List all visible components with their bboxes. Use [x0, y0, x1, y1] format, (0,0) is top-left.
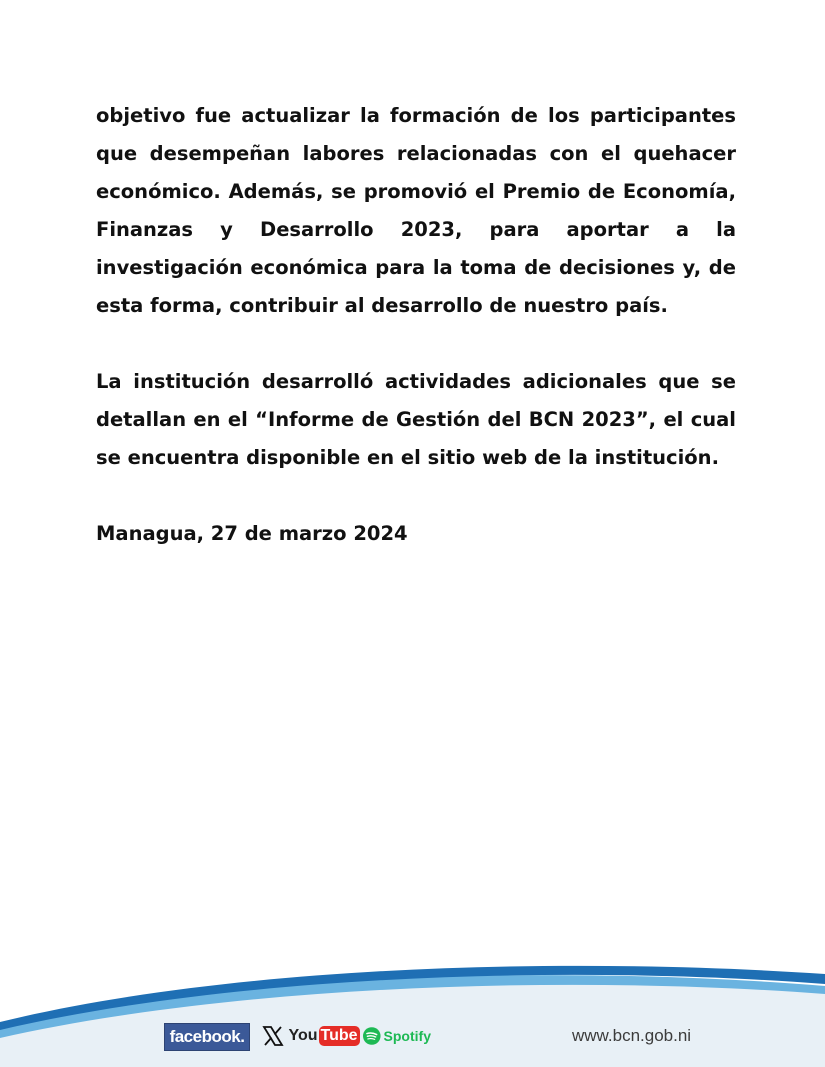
website-link[interactable]: www.bcn.gob.ni	[572, 1026, 692, 1045]
spotify-icon	[363, 1027, 381, 1045]
document-body	[96, 97, 736, 553]
spotify-label: Spotify	[383, 1028, 431, 1044]
page-footer	[0, 960, 825, 1067]
x-logo-icon[interactable]	[261, 1023, 285, 1049]
facebook-logo[interactable]: facebook.	[164, 1023, 250, 1051]
spotify-logo[interactable]	[363, 1023, 431, 1049]
paragraph-objective: objetivo fue actualizar la formación de los participantes que desempeñan labores relacionadas con el quehacer económico. Además, se promovió el Premio de Economía, Finanzas y Desarrollo 2023, para aportar a la investigación económica para la toma de decisiones y, de esta forma, contribuir al desarrollo de nuestro país.	[96, 104, 736, 317]
youtube-tube-text: Tube	[320, 1027, 358, 1044]
youtube-logo[interactable]	[288, 1023, 358, 1049]
paragraph-activities: La institución desarrolló actividades adicionales que se detallan en el “Informe de Gestión del BCN 2023”, el cual se encuentra disponible en el sitio web de la institución.	[96, 370, 736, 469]
date-line: Managua, 27 de marzo 2024	[96, 522, 408, 545]
footer-wave-decoration	[0, 960, 825, 1067]
youtube-you-text: You	[288, 1027, 318, 1044]
